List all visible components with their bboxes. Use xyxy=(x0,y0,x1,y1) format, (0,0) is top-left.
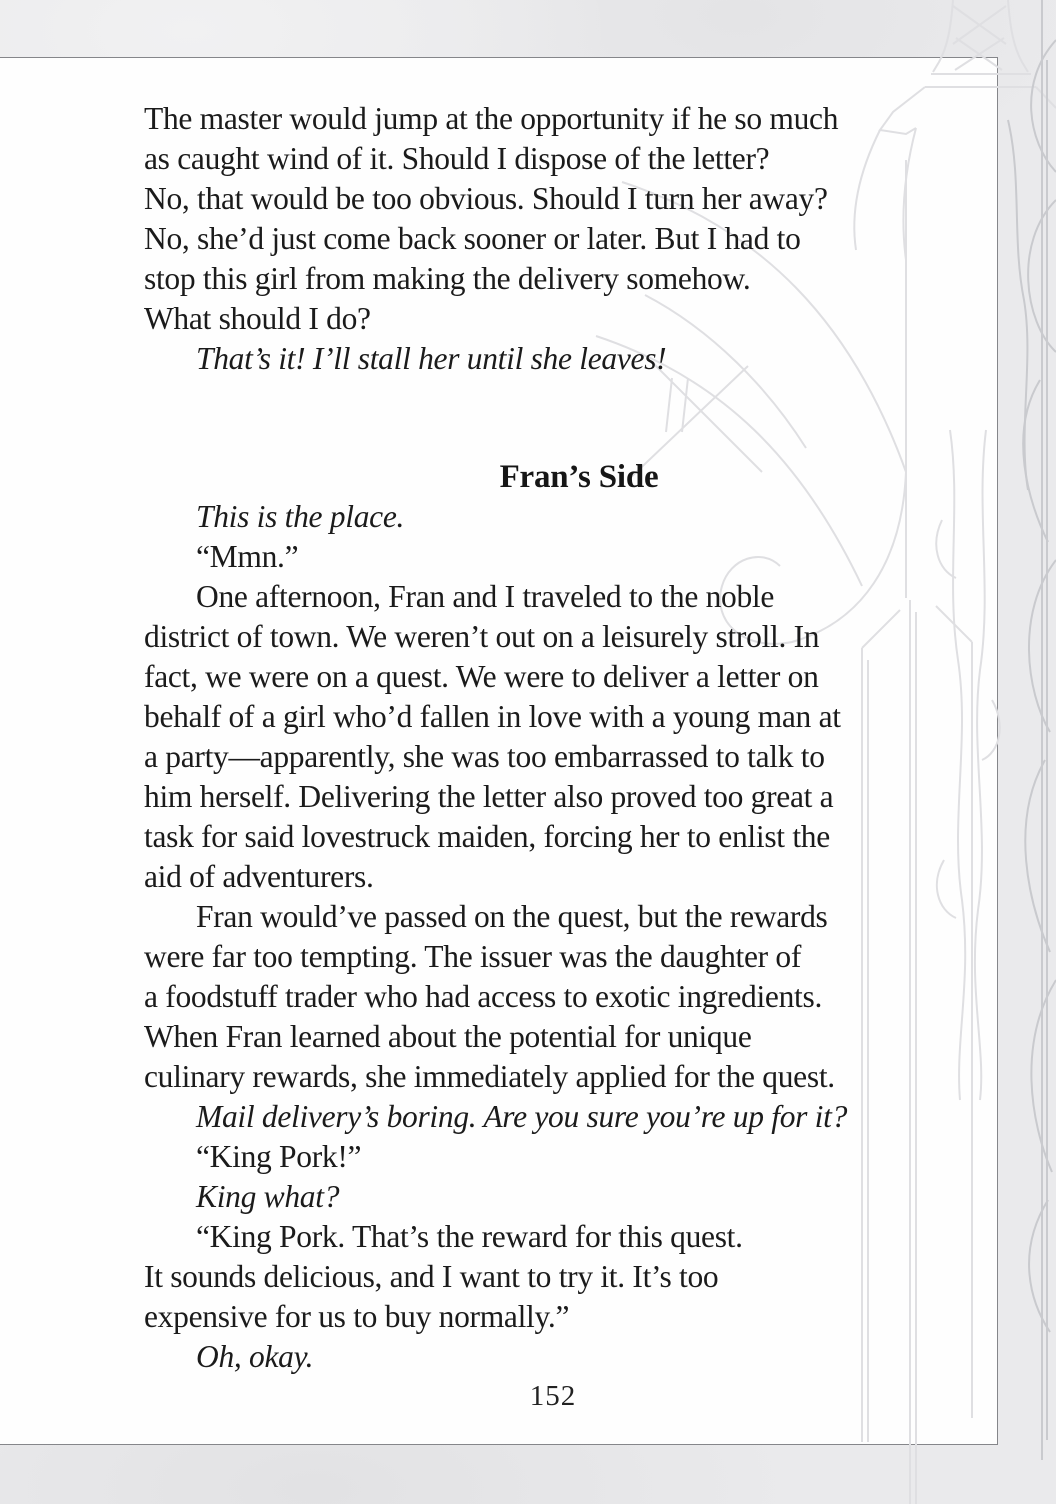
text-line: The master would jump at the opportunity if he so much xyxy=(144,101,839,136)
page-content xyxy=(0,58,998,1415)
text-line: No, that would be too obvious. Should I turn her away? xyxy=(144,181,828,216)
text-line-dialogue: “Mmn.” xyxy=(196,539,299,574)
text-line: culinary rewards, she immediately applied for the quest. xyxy=(144,1059,835,1094)
text-line-inner-thought: Mail delivery’s boring. Are you sure you’re up for it? xyxy=(196,1099,848,1134)
text-line: fact, we were on a quest. We were to deliver a letter on xyxy=(144,659,819,694)
text-line: were far too tempting. The issuer was the daughter of xyxy=(144,939,802,974)
text-line: a party—apparently, she was too embarrassed to talk to xyxy=(144,739,825,774)
text-line: What should I do? xyxy=(144,301,371,336)
section-heading: Fran’s Side xyxy=(499,459,659,495)
page-number: 152 xyxy=(529,1380,577,1412)
text-line-dialogue: “King Pork!” xyxy=(196,1139,362,1174)
text-line: him herself. Delivering the letter also proved too great a xyxy=(144,779,834,814)
text-line-inner-thought: This is the place. xyxy=(196,499,405,534)
text-line: task for said lovestruck maiden, forcing her to enlist the xyxy=(144,819,830,854)
text-line: behalf of a girl who’d fallen in love with a young man at xyxy=(144,699,841,734)
text-line-dialogue: expensive for us to buy normally.” xyxy=(144,1299,570,1334)
text-line: One afternoon, Fran and I traveled to the noble xyxy=(196,579,775,614)
text-line: When Fran learned about the potential for unique xyxy=(144,1019,752,1054)
text-line-inner-thought: That’s it! I’ll stall her until she leaves! xyxy=(196,341,667,376)
text-line-inner-thought: King what? xyxy=(196,1179,340,1214)
text-line-dialogue: “King Pork. That’s the reward for this quest. xyxy=(196,1219,743,1254)
text-line: No, she’d just come back sooner or later. But I had to xyxy=(144,221,801,256)
text-line: aid of adventurers. xyxy=(144,859,374,894)
text-line: district of town. We weren’t out on a leisurely stroll. In xyxy=(144,619,820,654)
text-line: as caught wind of it. Should I dispose of the letter? xyxy=(144,141,770,176)
text-line-inner-thought: Oh, okay. xyxy=(196,1339,314,1374)
text-line: Fran would’ve passed on the quest, but the rewards xyxy=(196,899,828,934)
text-line: stop this girl from making the delivery somehow. xyxy=(144,261,751,296)
text-line-dialogue: It sounds delicious, and I want to try it. It’s too xyxy=(144,1259,719,1294)
text-line: a foodstuff trader who had access to exotic ingredients. xyxy=(144,979,823,1014)
